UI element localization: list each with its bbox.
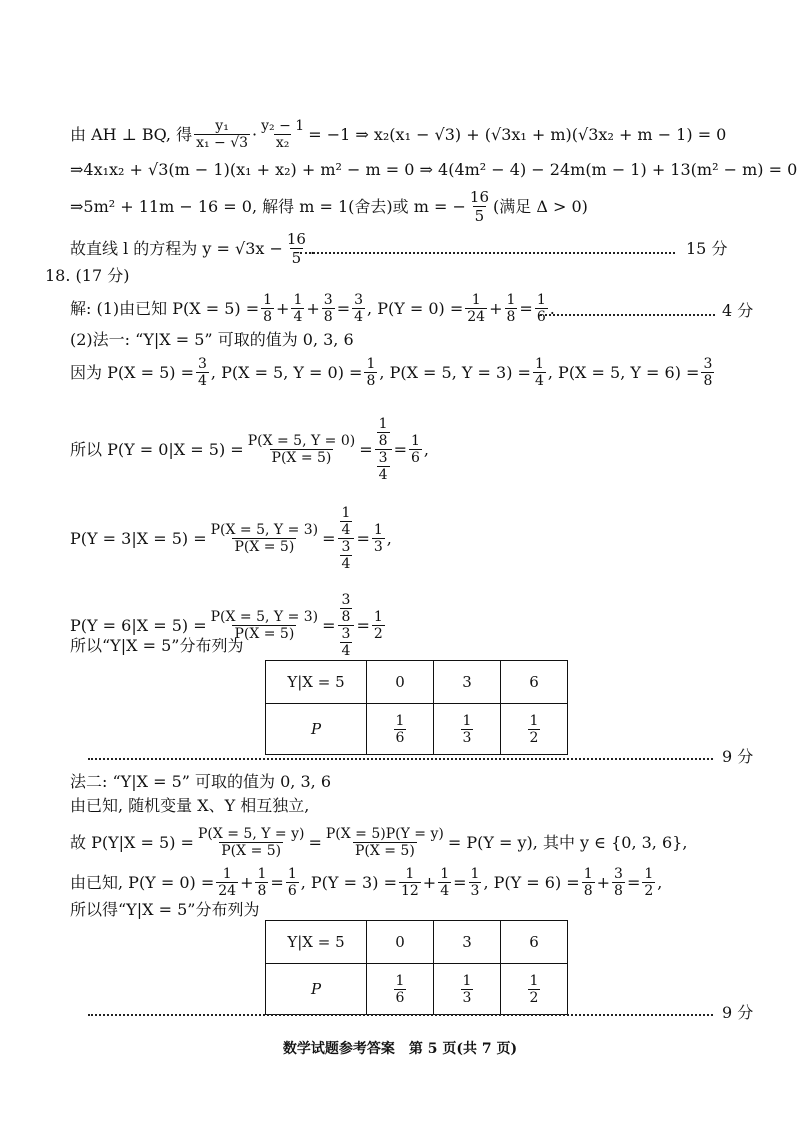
- fraction: 1 4: [341, 505, 351, 538]
- table-value-cell: 0: [367, 921, 434, 964]
- dotted-leader: [88, 758, 713, 760]
- score-label: 4 分: [722, 301, 754, 320]
- fraction: $\frac{1}{4}$: [534, 356, 544, 389]
- fraction: $\frac{16}{5}$: [286, 230, 306, 267]
- conditional-prob-6: P(Y = 6|X = 5) = $\frac{P(X = 5, Y = 3)}{P(X = 5)}$ = 3 8 3 4 = 1 2: [70, 592, 383, 659]
- compound-fraction: [338, 505, 355, 572]
- fraction: $\frac{3}{4}$: [197, 356, 207, 389]
- table-prob-cell: $\frac{1}{2}$: [501, 704, 568, 755]
- distribution-table-2: [265, 920, 568, 1015]
- distribution-table-1: [265, 660, 568, 755]
- fraction: 1 6: [536, 292, 546, 325]
- table-header-cell: Y|X = 5: [266, 661, 367, 704]
- table-prob-cell: $\frac{1}{3}$: [434, 964, 501, 1015]
- fraction: $\frac{1}{24}$: [467, 292, 486, 325]
- compound-fraction: [338, 592, 355, 659]
- fraction: 3 8: [323, 292, 333, 325]
- fraction: $\frac{1}{24}$: [218, 866, 237, 899]
- dotted-leader: [540, 314, 715, 316]
- table-value-cell: 3: [434, 661, 501, 704]
- text: ⇒4x₁x₂ + √3(m − 1)(x₁ + x₂) + m² − m = 0 ⇒ 4(4m² − 4) − 24m(m − 1) + 13(m² − m) = 0: [70, 160, 798, 179]
- fraction: 3 4: [341, 539, 351, 572]
- distribution-intro: 所以“Y|X = 5”分布列为: [70, 636, 244, 655]
- equation-line-1: [70, 118, 726, 151]
- fraction: 1 2: [644, 866, 654, 899]
- fraction: $\frac{P(X = 5, Y = 3)}{P(X = 5)}$: [210, 522, 319, 555]
- page-footer: 数学试题参考答案 第 5 页(共 7 页): [282, 1041, 518, 1057]
- fraction: $\frac{16}{5}$: [469, 188, 489, 225]
- equation-line-3: ⇒5m² + 11m − 16 = 0, 解得 m = 1(舍去)或 m = − $\frac{16}{5}$ (满足 Δ > 0): [70, 188, 588, 225]
- table-prob-cell: $\frac{1}{3}$: [434, 704, 501, 755]
- fraction: $\frac{1}{8}$: [366, 356, 376, 389]
- fraction: 1 8: [506, 292, 516, 325]
- fraction: 3 4: [378, 450, 388, 483]
- fraction: 1 3: [470, 866, 480, 899]
- table-value-cell: 0: [367, 661, 434, 704]
- fraction: $\frac{P(X = 5, Y = 3)}{P(X = 5)}$: [210, 609, 319, 642]
- fraction: 3 8: [341, 592, 351, 625]
- fraction: 1 6: [287, 866, 297, 899]
- fraction: 3 4: [341, 626, 351, 659]
- fraction: 3 4: [354, 292, 364, 325]
- table-value-cell: 6: [501, 661, 568, 704]
- table-prob-label: P: [266, 704, 367, 755]
- solution-part-1: 解: (1)由已知 P(X = 5) = $\frac{1}{8}$ + 1 4 + 3 8 = 3 4 , P(Y = 0) = $\frac{1}{24}$ + 1 8 = 1 6 .: [70, 292, 555, 325]
- fraction: y₁ x₁ − √3: [196, 118, 249, 151]
- fraction: 3 8: [614, 866, 623, 899]
- distribution-intro-2: 所以得“Y|X = 5”分布列为: [70, 900, 260, 919]
- fraction: 1 2: [373, 609, 383, 642]
- fraction: $\frac{1}{12}$: [400, 866, 419, 899]
- method-2-intro: 法二: “Y|X = 5” 可取的值为 0, 3, 6: [70, 772, 331, 791]
- independence-line: 由已知, 随机变量 X、Y 相互独立,: [70, 796, 310, 815]
- line-equation-result: 故直线 l 的方程为 y = √3x − $\frac{16}{5}$ .: [70, 230, 316, 267]
- fraction: $\frac{1}{8}$: [263, 292, 273, 325]
- fraction: $\frac{1}{8}$: [583, 866, 593, 899]
- fraction: 1 3: [373, 522, 383, 555]
- fraction: 1 4: [293, 292, 303, 325]
- fraction: 1 6: [410, 433, 420, 466]
- fraction: 1 4: [440, 866, 450, 899]
- method-1-intro: (2)法一: “Y|X = 5” 可取的值为 0, 3, 6: [70, 330, 354, 349]
- fraction: $\frac{P(X = 5, Y = 0)}{P(X = 5)}$: [247, 433, 356, 466]
- fraction: $\frac{P(X = 5, Y = y)}{P(X = 5)}$: [197, 826, 305, 859]
- fraction: 1 8: [257, 866, 267, 899]
- fraction: 1 8: [378, 416, 388, 449]
- probabilities-line: 因为 P(X = 5) = $\frac{3}{4}$ , P(X = 5, Y = 0) = $\frac{1}{8}$ , P(X = 5, Y = 3) = $\frac{1}{4}$ , P(X = 5, Y = 6) = $\frac{3}{8}$: [70, 356, 713, 389]
- fraction: $\frac{\text{y₂ − 1}}{\text{x₂}}$: [261, 118, 305, 151]
- score-label: 9 分: [722, 747, 754, 766]
- table-prob-cell: $\frac{1}{6}$: [367, 704, 434, 755]
- score-label: 15 分: [686, 239, 728, 258]
- table-prob-cell: $\frac{1}{6}$: [367, 964, 434, 1015]
- table-prob-cell: $\frac{1}{2}$: [501, 964, 568, 1015]
- table-prob-label: P: [266, 964, 367, 1015]
- score-label: 9 分: [722, 1003, 754, 1022]
- compound-fraction: [375, 416, 392, 483]
- conditional-prob-3: P(Y = 3|X = 5) = $\frac{P(X = 5, Y = 3)}{P(X = 5)}$ = 1 4 3 4 = 1 3 ,: [70, 505, 392, 572]
- dotted-leader: [88, 1014, 713, 1016]
- equation-line-2: [70, 160, 797, 180]
- table-value-cell: 3: [434, 921, 501, 964]
- fraction: $\frac{3}{8}$: [703, 356, 713, 389]
- question-title: 18. (17 分): [45, 266, 130, 285]
- marginal-probabilities: 由已知, P(Y = 0) = $\frac{1}{24}$ + 1 8 = 1 6 , P(Y = 3) = $\frac{1}{12}$ + 1 4 = 1 3 , P(Y = 6) = $\frac{1}{8}$ + 3 8 = 1 2 ,: [70, 866, 663, 899]
- text: 由 AH ⊥ BQ, 得: [70, 124, 193, 144]
- table-header-cell: Y|X = 5: [266, 921, 367, 964]
- fraction: $\frac{P(X = 5)P(Y = y)}{P(X = 5)}$: [325, 826, 444, 859]
- text: ·: [252, 124, 258, 144]
- independence-derivation: 故 P(Y|X = 5) = $\frac{P(X = 5, Y = y)}{P(X = 5)}$ = $\frac{P(X = 5)P(Y = y)}{P(X = 5)}$ = P(Y = y), 其中 y ∈ {0, 3, 6},: [70, 826, 688, 859]
- text: = −1 ⇒ x₂(x₁ − √3) + (√3x₁ + m)(√3x₂ + m − 1) = 0: [308, 124, 727, 144]
- conditional-prob-0: 所以 P(Y = 0|X = 5) = $\frac{P(X = 5, Y = 0)}{P(X = 5)}$ = 1 8 3 4 = 1 6 ,: [70, 416, 429, 483]
- table-value-cell: 6: [501, 921, 568, 964]
- dotted-leader: [300, 252, 675, 254]
